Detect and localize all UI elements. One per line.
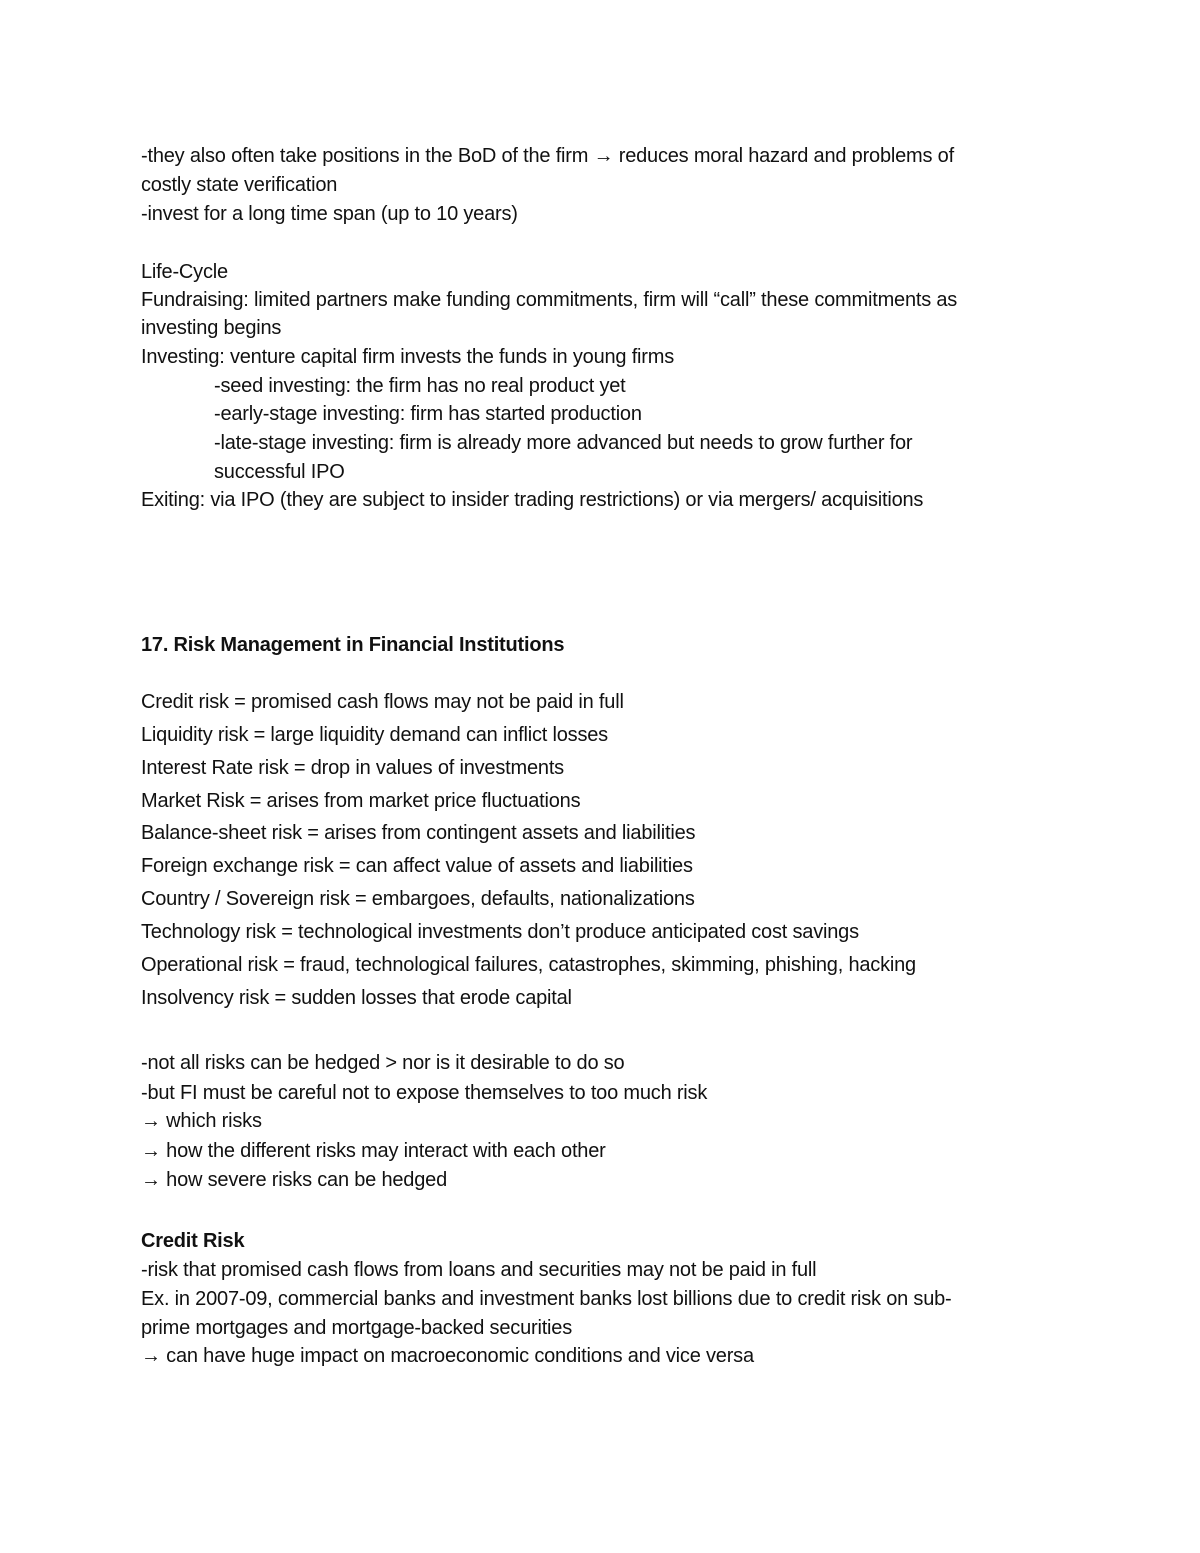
lifecycle-stage-late-cont: successful IPO (214, 461, 345, 483)
lifecycle-line-3: Investing: venture capital firm invests the funds in young firms (141, 346, 675, 368)
risk-credit: Credit risk = promised cash flows may not be paid in full (141, 691, 624, 713)
intro-line-2: costly state verification (141, 174, 338, 196)
credit-risk-heading: Credit Risk (141, 1230, 245, 1252)
note-line-2: -but FI must be careful not to expose themselves to too much risk (141, 1082, 708, 1104)
risk-technology: Technology risk = technological investments don’t produce anticipated cost savings (141, 921, 859, 943)
risk-liquidity: Liquidity risk = large liquidity demand can inflict losses (141, 724, 608, 746)
note-line-3: → which risks (141, 1110, 262, 1132)
lifecycle-exiting: Exiting: via IPO (they are subject to insider trading restrictions) or via mergers/ acquisitions (141, 489, 924, 511)
credit-risk-line-3: prime mortgages and mortgage-backed securities (141, 1317, 573, 1339)
section-17-heading: 17. Risk Management in Financial Institutions (141, 634, 565, 656)
lifecycle-stage-seed: -seed investing: the firm has no real product yet (214, 375, 626, 397)
risk-insolvency: Insolvency risk = sudden losses that erode capital (141, 987, 572, 1009)
risk-foreign-exchange: Foreign exchange risk = can affect value of assets and liabilities (141, 855, 693, 877)
note-line-5: → how severe risks can be hedged (141, 1169, 447, 1191)
risk-operational: Operational risk = fraud, technological failures, catastrophes, skimming, phishing, hacking (141, 954, 916, 976)
intro-line-3: -invest for a long time span (up to 10 years) (141, 203, 518, 225)
intro-line-1: -they also often take positions in the BoD of the firm → reduces moral hazard and problems of (141, 145, 954, 167)
lifecycle-line-2: investing begins (141, 317, 282, 339)
credit-risk-line-1: -risk that promised cash flows from loans and securities may not be paid in full (141, 1259, 817, 1281)
risk-country-sovereign: Country / Sovereign risk = embargoes, defaults, nationalizations (141, 888, 695, 910)
risk-market: Market Risk = arises from market price fluctuations (141, 790, 581, 812)
lifecycle-heading: Life-Cycle (141, 261, 228, 283)
lifecycle-stage-late: -late-stage investing: firm is already more advanced but needs to grow further for (214, 432, 913, 454)
lifecycle-stage-early: -early-stage investing: firm has started production (214, 403, 642, 425)
credit-risk-line-4: → can have huge impact on macroeconomic conditions and vice versa (141, 1345, 754, 1367)
risk-balance-sheet: Balance-sheet risk = arises from contingent assets and liabilities (141, 822, 696, 844)
lifecycle-line-1: Fundraising: limited partners make funding commitments, firm will “call” these commitments as (141, 289, 958, 311)
credit-risk-line-2: Ex. in 2007-09, commercial banks and investment banks lost billions due to credit risk on sub- (141, 1288, 952, 1310)
note-line-1: -not all risks can be hedged > nor is it desirable to do so (141, 1052, 625, 1074)
note-line-4: → how the different risks may interact with each other (141, 1140, 606, 1162)
risk-interest-rate: Interest Rate risk = drop in values of investments (141, 757, 564, 779)
